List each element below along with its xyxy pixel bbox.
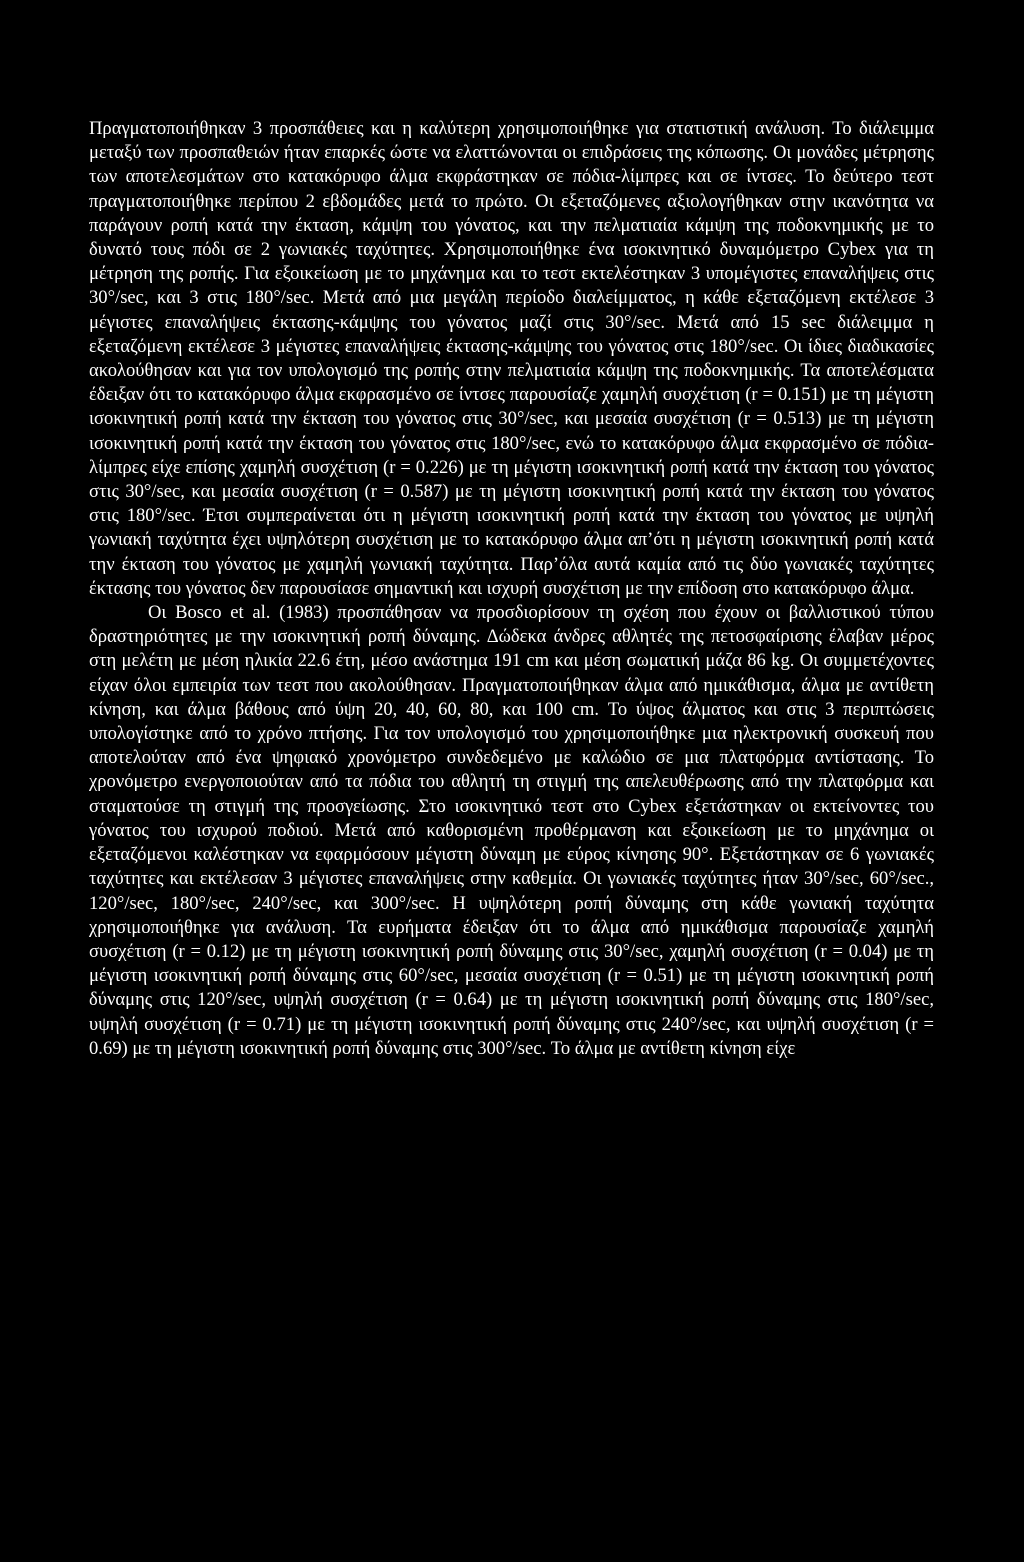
- body-text: [89, 117, 934, 1061]
- paragraph-1: Πραγματοποιήθηκαν 3 προσπάθειες και η καλύτερη χρησιμοποιήθηκε για στατιστική ανάλυση. Το διάλειμμα μεταξύ των προσπαθειών ήταν επαρκές ώστε να ελαττώνονται οι επιδράσεις της κόπωσης. Οι μονάδες μέτρησης των αποτελεσμάτων στο κατακόρυφο άλμα εκφράστηκαν σε πόδια-λίμπρες και σε ίντσες. Το δεύτερο τεστ πραγματοποιήθηκε περίπου 2 εβδομάδες μετά το πρώτο. Οι εξεταζόμενες αξιολογήθηκαν στην ικανότητα να παράγουν ροπή κατά την έκταση, κάμψη του γόνατος, και την πελματιαία κάμψη της ποδοκνημικής με το δυνατό τους πόδι σε 2 γωνιακές ταχύτητες. Χρησιμοποιήθηκε ένα ισοκινητικό δυναμόμετρο Cybex για τη μέτρηση της ροπής. Για εξοικείωση με το μηχάνημα και το τεστ εκτελέστηκαν 3 υπομέγιστες επαναλήψεις στις 30°/sec, και 3 στις 180°/sec. Μετά από μια μεγάλη περίοδο διαλείμματος, η κάθε εξεταζόμενη εκτέλεσε 3 μέγιστες επαναλήψεις έκτασης-κάμψης του γόνατος μαζί στις 30°/sec. Μετά από 15 sec διάλειμμα η εξεταζόμενη εκτέλεσε 3 μέγιστες επαναλήψεις έκτασης-κάμψης του γόνατος στις 180°/sec. Οι ίδιες διαδικασίες ακολούθησαν και για τον υπολογισμό της ροπής στην πελματιαία κάμψη της ποδοκνημικής. Τα αποτελέσματα έδειξαν ότι το κατακόρυφο άλμα εκφρασμένο σε ίντσες παρουσίαζε χαμηλή συσχέτιση (r = 0.151) με τη μέγιστη ισοκινητική ροπή κατά την έκταση του γόνατος στις 30°/sec, και μεσαία συσχέτιση (r = 0.513) με τη μέγιστη ισοκινητική ροπή κατά την έκταση του γόνατος στις 180°/sec, ενώ το κατακόρυφο άλμα εκφρασμένο σε πόδια-λίμπρες είχε επίσης χαμηλή συσχέτιση (r = 0.226) με τη μέγιστη ισοκινητική ροπή κατά την έκταση του γόνατος στις 30°/sec, και μεσαία συσχέτιση (r = 0.587) με τη μέγιστη ισοκινητική ροπή κατά την έκταση του γόνατος στις 180°/sec. Έτσι συμπεραίνεται ότι η μέγιστη ισοκινητική ροπή κατά την έκταση του γόνατος με υψηλή γωνιακή ταχύτητα έχει υψηλότερη συσχέτιση με το κατακόρυφο άλμα απ’ότι η μέγιστη ισοκινητική ροπή κατά την έκταση του γόνατος με χαμηλή γωνιακή ταχύτητα. Παρ’όλα αυτά καμία από τις δύο γωνιακές ταχύτητες έκτασης του γόνατος δεν παρουσίασε σημαντική και ισχυρή συσχέτιση με την επίδοση στο κατακόρυφο άλμα.: [89, 118, 934, 599]
- paragraph-2: Οι Bosco et al. (1983) προσπάθησαν να προσδιορίσουν τη σχέση που έχουν οι βαλλιστικού τύπου δραστηριότητες με την ισοκινητική ροπή δύναμης. Δώδεκα άνδρες αθλητές της πετοσφαίρισης έλαβαν μέρος στη μελέτη με μέση ηλικία 22.6 έτη, μέσο ανάστημα 191 cm και μέση σωματική μάζα 86 kg. Οι συμμετέχοντες είχαν όλοι εμπειρία των τεστ που ακολούθησαν. Πραγματοποιήθηκαν άλμα από ημικάθισμα, άλμα με αντίθετη κίνηση, και άλμα βάθους από ύψη 20, 40, 60, 80, και 100 cm. Το ύψος άλματος και στις 3 περιπτώσεις υπολογίστηκε από το χρόνο πτήσης. Για τον υπολογισμό του χρησιμοποιήθηκε μια ηλεκτρονική συσκευή που αποτελούταν από ένα ψηφιακό χρονόμετρο συνδεδεμένο με καλώδιο σε μια πλατφόρμα αντίστασης. Το χρονόμετρο ενεργοποιούταν από τα πόδια του αθλητή τη στιγμή της απελευθέρωσης από την πλατφόρμα και σταματούσε τη στιγμή της προσγείωσης. Στο ισοκινητικό τεστ στο Cybex εξετάστηκαν οι εκτείνοντες του γόνατος του ισχυρού ποδιού. Μετά από καθορισμένη προθέρμανση και εξοικείωση με το μηχάνημα οι εξεταζόμενοι καλέστηκαν να εφαρμόσουν μέγιστη δύναμη με εύρος κίνησης 90°. Εξετάστηκαν σε 6 γωνιακές ταχύτητες και εκτέλεσαν 3 μέγιστες επαναλήψεις στην καθεμία. Οι γωνιακές ταχύτητες ήταν 30°/sec, 60°/sec., 120°/sec, 180°/sec, 240°/sec, και 300°/sec. Η υψηλότερη ροπή δύναμης στη κάθε γωνιακή ταχύτητα χρησιμοποιήθηκε για ανάλυση. Τα ευρήματα έδειξαν ότι το άλμα από ημικάθισμα παρουσίαζε χαμηλή συσχέτιση (r = 0.12) με τη μέγιστη ισοκινητική ροπή δύναμης στις 30°/sec, χαμηλή συσχέτιση (r = 0.04) με τη μέγιστη ισοκινητική ροπή δύναμης στις 60°/sec, μεσαία συσχέτιση (r = 0.51) με τη μέγιστη ισοκινητική ροπή δύναμης στις 120°/sec, υψηλή συσχέτιση (r = 0.64) με τη μέγιστη ισοκινητική ροπή δύναμης στις 180°/sec, υψηλή συσχέτιση (r = 0.71) με τη μέγιστη ισοκινητική ροπή δύναμης στις 240°/sec, και υψηλή συσχέτιση (r = 0.69) με τη μέγιστη ισοκινητική ροπή δύναμης στις 300°/sec. Το άλμα με αντίθετη κίνηση είχε: [89, 602, 934, 1059]
